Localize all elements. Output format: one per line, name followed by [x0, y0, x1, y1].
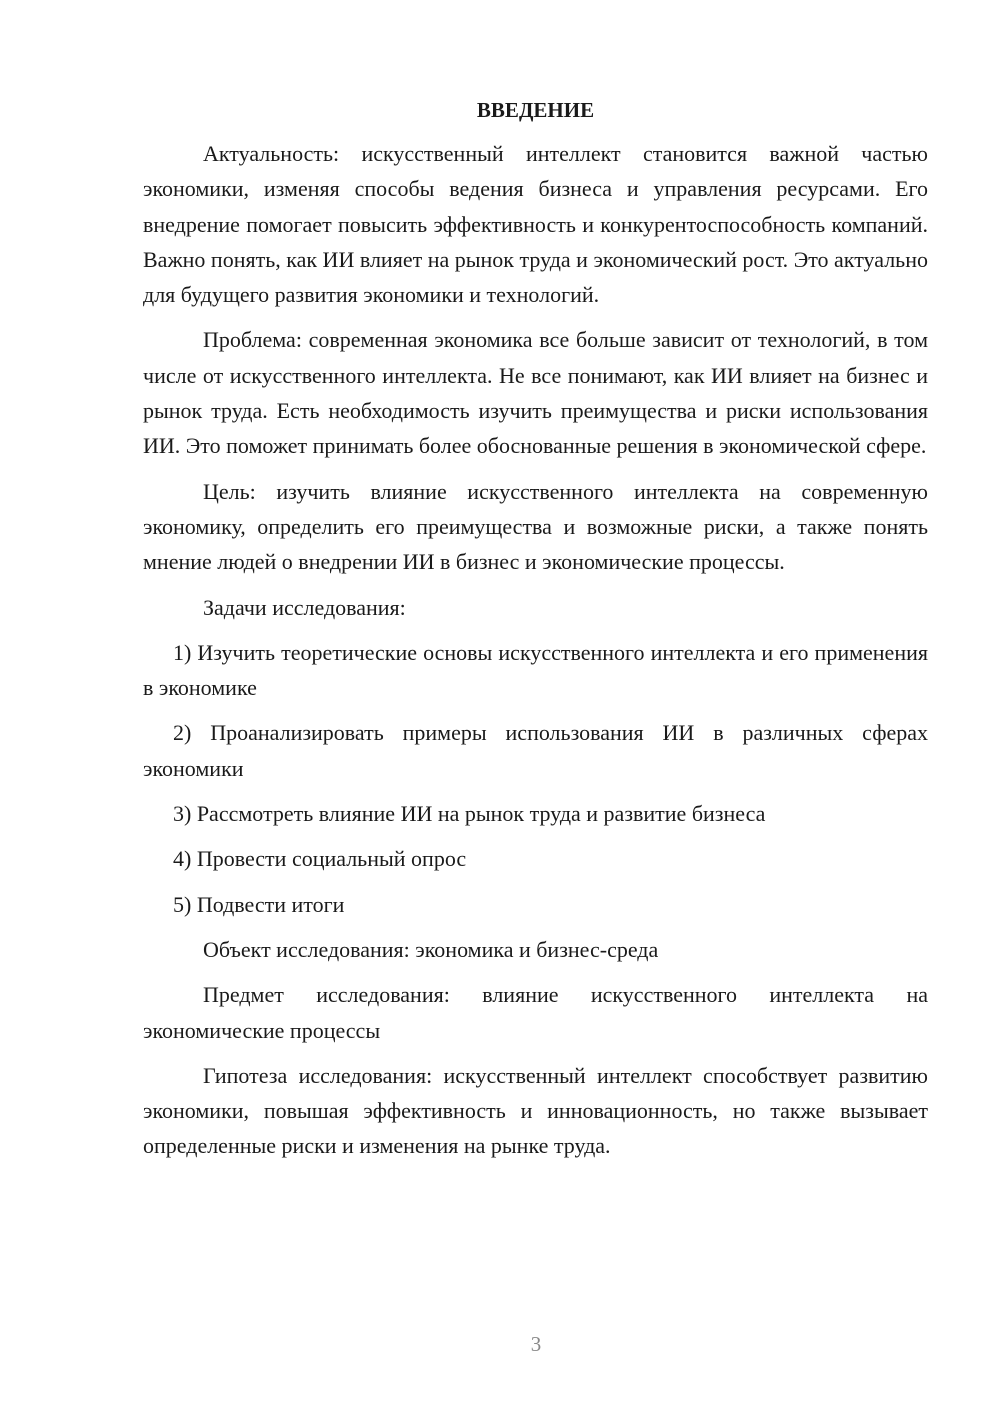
page-number: 3	[530, 1332, 542, 1356]
section-title: ВВЕДЕНИЕ	[476, 98, 595, 122]
paragraph-object: Объект исследования: экономика и бизнес-среда	[203, 936, 659, 962]
document-page	[143, 92, 928, 1174]
paragraph-subject: Предмет исследования: влияние искусственного интеллекта на экономические процессы	[143, 982, 928, 1043]
task-item-3: 3) Рассмотреть влияние ИИ на рынок труда и развитие бизнеса	[173, 801, 766, 827]
paragraph-relevance: Актуальность: искусственный интеллект становится важной частью экономики, изменяя способы ведения бизнеса и управления ресурсами. Его внедрение помогает повысить эффективность и конкурентоспособность компаний. Важно понять, как ИИ влияет на рынок труда и экономический рост. Это актуально для будущего развития экономики и технологий.	[143, 141, 928, 308]
paragraph-problem: Проблема: современная экономика все больше зависит от технологий, в том числе от искусственного интеллекта. Не все понимают, как ИИ влияет на бизнес и рынок труда. Есть необходимость изучить преимущества и риски использования ИИ. Это поможет принимать более обоснованные решения в экономической сфере.	[143, 327, 928, 459]
paragraph-hypothesis: Гипотеза исследования: искусственный интеллект способствует развитию экономики, повышая эффективность и инновационность, но также вызывает определенные риски и изменения на рынке труда.	[143, 1062, 928, 1159]
tasks-heading: Задачи исследования:	[203, 594, 406, 620]
task-item-4: 4) Провести социальный опрос	[173, 846, 467, 872]
task-item-5: 5) Подвести итоги	[173, 891, 345, 917]
task-item-2: 2) Проанализировать примеры использования ИИ в различных сферах экономики	[143, 720, 928, 781]
paragraph-goal: Цель: изучить влияние искусственного интеллекта на современную экономику, определить его преимущества и возможные риски, а также понять мнение людей о внедрении ИИ в бизнес и экономические процессы.	[143, 478, 928, 575]
task-item-1: 1) Изучить теоретические основы искусственного интеллекта и его применения в экономике	[143, 639, 928, 701]
